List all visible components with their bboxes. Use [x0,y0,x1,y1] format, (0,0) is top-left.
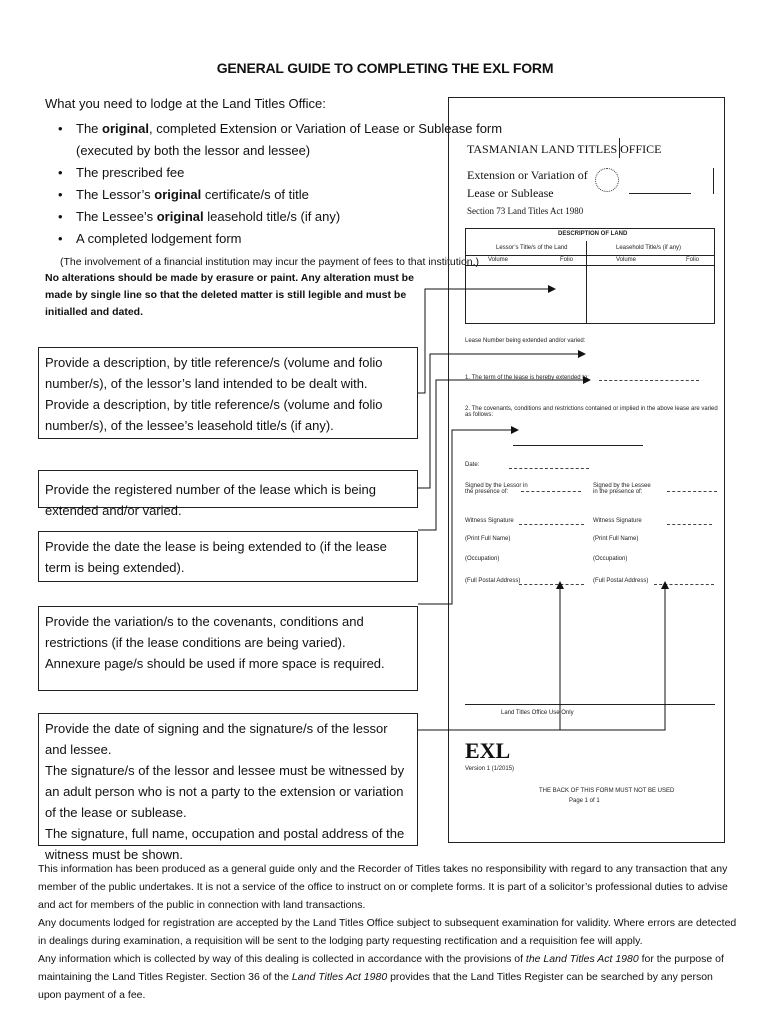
occupation-label: (Occupation) [593,556,628,562]
disclaimer-paragraph: This information has been produced as a general guide only and the Recorder of Titles takes no responsibility with regard to any transaction that any member of the public undertakes. It is not a service of the office to instruct on or complete forms. It is part of a solicitor’s professional duties to advise and act for members of the public in connection with land transactions. [38,863,728,911]
description-instruction-box: Provide a description, by title reference/s (volume and folio number/s), of the lessor’s land intended to be dealt with. Provide a description, by title reference/s (volume and folio number/s), of the lessee’s leasehold title/s (if any). [38,347,418,439]
covenant-variation-label: 2. The covenants, conditions and restrictions contained or implied in the above lease are varied as follows: [465,406,718,418]
list-item: • A completed lodgement form [58,228,502,250]
office-use-label: Land Titles Office Use Only [501,710,574,716]
leasehold-title-header: Leasehold Title/s (if any) [616,245,682,251]
postal-address-label: (Full Postal Address) [465,578,521,584]
volume-label: Volume [488,257,509,263]
list-item: • The Lessee’s original leasehold title/s (if any) [58,206,502,228]
alteration-warning: No alterations should be made by erasure or paint. Any alteration must be made by single line so that the deleted matter is still legible and must be initialled and dated. [45,272,414,318]
fee-note: (The involvement of a financial institution may incur the payment of fees to that institution.) [60,256,480,268]
witness-signature-label: Witness Signature [465,518,514,524]
form-heading-line1: Extension or Variation of [467,168,588,182]
signing-instruction-box: Provide the date of signing and the signature/s of the lessor and lessee. The signature/s of the lessor and lessee must be witnessed by an adult person who is not a party to the extension or variation of the lease or sublease. The signature, full name, occupation and postal address of the witness must be shown. [38,713,418,846]
arrow-extension-date [418,380,590,530]
list-item: (executed by both the lessor and lessee) [76,143,311,158]
arrow-variations [418,430,521,604]
arrow-description [418,289,555,393]
signed-lessee-label: Signed by the Lessee in the presence of: [593,483,651,495]
form-heading-line2: Lease or Sublease [467,186,554,200]
disclaimer-paragraph: Any documents lodged for registration are accepted by the Land Titles Office subject to subsequent examination for validity. Where errors are detected in dealings during examination, a requisition will be sent to the lodging party requesting rectification and a requisition fee will apply. [38,917,737,947]
term-extension-label: 1. The term of the lease is hereby extended to: [465,375,589,381]
postal-address-label: (Full Postal Address) [593,578,649,584]
page-title: GENERAL GUIDE TO COMPLETING THE EXL FORM [216,60,554,76]
list-item: • The Lessor’s original certificate/s of title [58,184,502,206]
signed-lessor-label: Signed by the Lessor in the presence of: [465,483,528,495]
registered-number-instruction-box: Provide the registered number of the lease which is being extended and/or varied. [38,470,418,508]
variations-instruction-box: Provide the variation/s to the covenants, conditions and restrictions (if the lease conditions are being varied). Annexure page/s should be used if more space is required. [38,606,418,691]
list-item: • The original, completed Extension or Variation of Lease or Sublease form [58,118,502,140]
intro-text: What you need to lodge at the Land Titles Office: [45,96,326,111]
print-name-label: (Print Full Name) [465,536,511,542]
description-of-land-heading: DESCRIPTION OF LAND [558,231,628,237]
witness-signature-label: Witness Signature [593,518,642,524]
volume-label: Volume [616,257,637,263]
form-section-ref: Section 73 Land Titles Act 1980 [467,206,584,216]
disclaimer-footer [38,860,738,1004]
arrow-lessee-signing [560,582,665,730]
form-office-title: TASMANIAN LAND TITLES OFFICE [467,142,662,156]
list-item: • The prescribed fee [58,162,502,184]
folio-label: Folio [686,257,700,263]
extension-date-instruction-box: Provide the date the lease is being extended to (if the lease term is being extended). [38,531,418,582]
disclaimer-paragraph: Any information which is collected by way of this dealing is collected in accordance with the provisions of the Land Titles Act 1980 for the purpose of maintaining the Land Titles Register. Section 36 of the Land Titles Act 1980 provides that the Land Titles Register can be searched by any person upon payment of a fee. [38,953,724,1001]
print-name-label: (Print Full Name) [593,536,639,542]
arrow-lease-number [418,354,585,488]
folio-label: Folio [560,257,574,263]
form-back-notice: THE BACK OF THIS FORM MUST NOT BE USED [539,788,675,794]
date-label: Date: [465,462,480,468]
exl-form-code: EXL [465,738,511,763]
form-page-number: Page 1 of 1 [569,798,600,804]
occupation-label: (Occupation) [465,556,500,562]
lessor-title-header: Lessor’s Title/s of the Land [496,245,568,251]
form-version: Version 1 (1/2015) [465,766,515,772]
lease-number-label: Lease Number being extended and/or varied: [465,338,586,344]
